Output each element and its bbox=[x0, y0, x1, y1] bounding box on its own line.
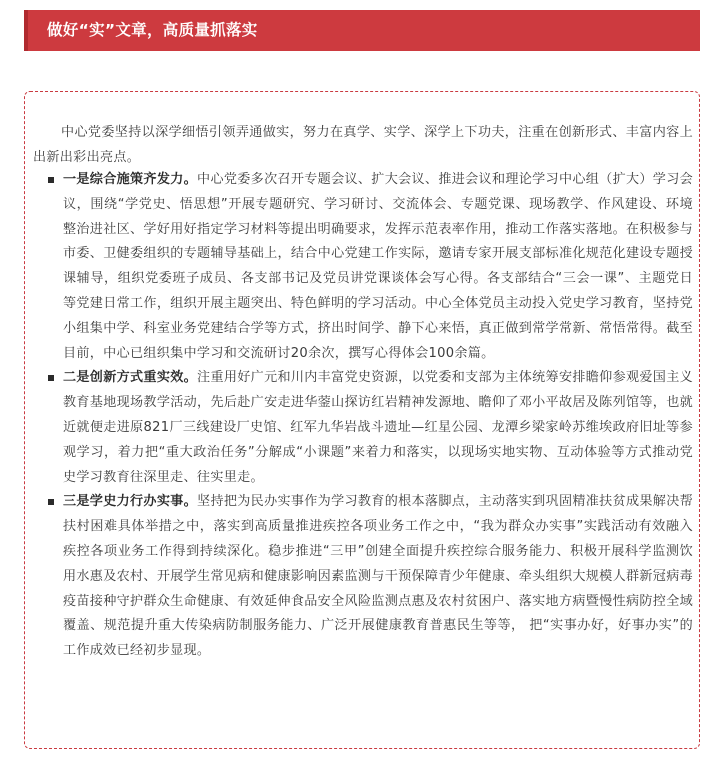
point-body: 中心党委多次召开专题会议、扩大会议、推进会议和理论学习中心组（扩大）学习会议，围绕“学党史、悟思想”开展专题研究、学习研讨、交流体会、专题党课、现场教学、作风建设、环境整治进社区、学好用好指定学习材料等提出明确要求，发挥示范表率作用，推动工作落实落地。在积极参与市委、卫健委组织的专题辅导基础上，结合中心党建工作实际，邀请专家开展支部标准化规范化建设专题授课辅导，组织党委班子成员、各支部书记及党员讲党课谈体会写心得。各支部结合“三会一课”、主题党日等党建日常工作，组织开展主题突出、特色鲜明的学习活动。中心全体党员主动投入党史学习教育，坚持党小组集中学、科室业务党建结合学等方式，挤出时间学、静下心来悟，真正做到常学常新、常悟常得。截至目前，中心已组织集中学习和交流研讨20余次，撰写心得体会100余篇。 bbox=[63, 172, 693, 361]
header-accent-bar bbox=[24, 10, 28, 51]
point-body: 坚持把为民办实事作为学习教育的根本落脚点，主动落实到巩固精准扶贫成果解决帮扶村困难具体举措之中，落实到高质量推进疾控各项业务工作之中，“我为群众办实事”实践活动有效融入疾控各项业务工作得到持续深化。稳步推进“三甲”创建全面提升疾控综合服务能力、积极开展科学监测饮用水惠及农村、开展学生常见病和健康影响因素监测与干预保障青少年健康、牵头组织大规模人群新冠病毒疫苗接种守护群众生命健康、有效延伸食品安全风险监测点惠及农村贫困户、落实地方病暨慢性病防控全域覆盖、规范提升重大传染病防制服务能力、广泛开展健康教育普惠民生等等， 把“实事办好，好事办实”的工作成效已经初步显现。 bbox=[63, 494, 693, 659]
square-bullet-icon bbox=[48, 177, 54, 183]
point-body: 注重用好广元和川内丰富党史资源，以党委和支部为主体统筹安排瞻仰参观爱国主义教育基地现场教学活动，先后赴广安走进华蓥山探访红岩精神发源地、瞻仰了邓小平故居及陈列馆等，也就近就便走进原821厂三线建设厂史馆、红军九华岩战斗遗址—红星公园、龙潭乡梁家岭苏维埃政府旧址等参观学习，着力把“重大政治任务”分解成“小课题”来着力和落实，以现场实地实物、互动体验等方式推动党史学习教育往深里走、往实里走。 bbox=[63, 370, 693, 485]
list-item bbox=[47, 168, 693, 366]
intro-paragraph: 中心党委坚持以深学细悟引领弄通做实，努力在真学、实学、深学上下功夫，注重在创新形式、丰富内容上出新出彩出亮点。 bbox=[33, 125, 693, 165]
point-title: 一是综合施策齐发力。 bbox=[63, 172, 198, 187]
point-title: 三是学史力行办实事。 bbox=[63, 494, 198, 510]
section-title: 做好“实”文章，高质量抓落实 bbox=[47, 21, 258, 39]
square-bullet-icon bbox=[48, 499, 54, 505]
points-list bbox=[47, 168, 693, 664]
point-title: 二是创新方式重实效。 bbox=[63, 370, 198, 386]
section-header bbox=[24, 10, 700, 51]
list-item bbox=[47, 366, 693, 490]
square-bullet-icon bbox=[48, 375, 54, 381]
list-item bbox=[47, 490, 693, 664]
content-box bbox=[24, 91, 700, 749]
